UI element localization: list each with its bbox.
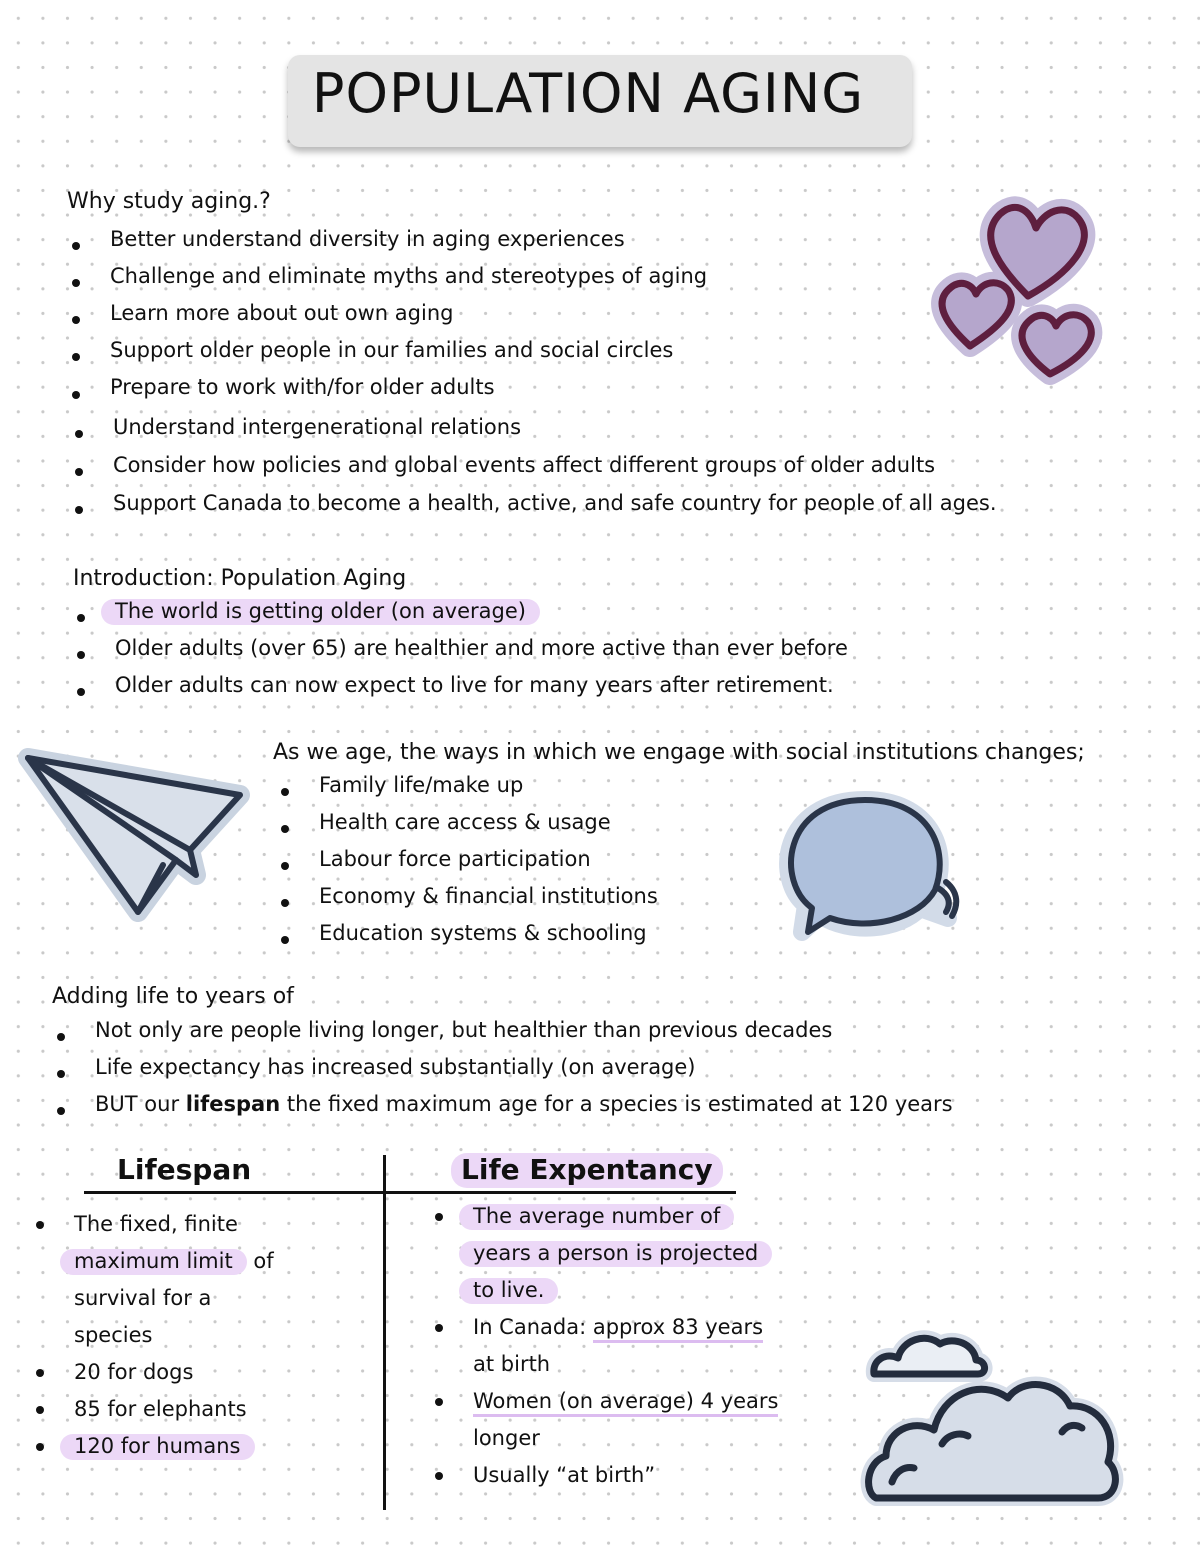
lifespan-list xyxy=(74,1206,274,1465)
t-chart-horizontal-line xyxy=(84,1191,736,1194)
list-item: Older adults can now expect to live for many years after retirement. xyxy=(115,673,848,710)
intro-heading: Introduction: Population Aging xyxy=(73,566,407,591)
list-item: 85 for elephants xyxy=(74,1391,274,1428)
list-item: BUT our lifespan the fixed maximum age for a species is estimated at 120 years xyxy=(95,1092,953,1129)
speech-bubble-sticker-icon xyxy=(770,790,965,945)
list-item xyxy=(115,599,848,636)
list-item-continued: survival for a xyxy=(74,1280,274,1317)
list-item: Learn more about out own aging xyxy=(110,301,994,338)
clouds-sticker-icon xyxy=(862,1322,1124,1514)
list-item-continued xyxy=(473,1235,778,1272)
paper-plane-sticker-icon xyxy=(18,750,248,920)
list-item xyxy=(74,1428,274,1465)
underlined-text: approx 83 years xyxy=(593,1315,763,1343)
adding-list xyxy=(95,1018,953,1129)
why-heading: Why study aging.? xyxy=(67,189,271,214)
list-item: Better understand diversity in aging experiences xyxy=(110,227,994,264)
list-item: Support older people in our families and social circles xyxy=(110,338,994,375)
list-item: Usually “at birth” xyxy=(473,1457,778,1494)
highlighted-text: maximum limit xyxy=(60,1249,247,1275)
list-item: Not only are people living longer, but healthier than previous decades xyxy=(95,1018,953,1055)
life-expectancy-heading: Life Expentancy xyxy=(451,1153,723,1188)
list-item-continued: species xyxy=(74,1317,274,1354)
t-chart-vertical-line xyxy=(383,1155,386,1510)
list-item: Economy & financial institutions xyxy=(319,884,658,921)
list-item: 20 for dogs xyxy=(74,1354,274,1391)
list-item: Health care access & usage xyxy=(319,810,658,847)
intro-list xyxy=(115,599,848,710)
list-item: Consider how policies and global events affect different groups of older adults xyxy=(113,453,997,491)
lifespan-heading: Lifespan xyxy=(117,1153,252,1186)
highlighted-text: The average number of xyxy=(459,1204,734,1230)
life-expectancy-list xyxy=(473,1198,778,1494)
list-item-continued xyxy=(473,1272,778,1309)
list-item: Older adults (over 65) are healthier and more active than ever before xyxy=(115,636,848,673)
list-item xyxy=(473,1198,778,1235)
hearts-sticker-icon xyxy=(928,196,1108,386)
list-item: The fixed, finite xyxy=(74,1206,274,1243)
why-list xyxy=(110,227,997,528)
institutions-heading: As we age, the ways in which we engage with social institutions changes; xyxy=(273,740,1085,765)
life-expectancy-heading-wrap xyxy=(451,1153,723,1186)
bold-term: lifespan xyxy=(185,1092,281,1116)
highlighted-text: 120 for humans xyxy=(60,1434,255,1460)
list-item xyxy=(473,1383,778,1420)
list-item: Education systems & schooling xyxy=(319,921,658,958)
list-item-continued: longer xyxy=(473,1420,778,1457)
page-title: POPULATION AGING xyxy=(311,62,865,125)
list-item: Prepare to work with/for older adults xyxy=(110,375,994,415)
list-item: Understand intergenerational relations xyxy=(113,415,997,453)
highlighted-text: to live. xyxy=(459,1278,558,1304)
list-item: Challenge and eliminate myths and stereotypes of aging xyxy=(110,264,994,301)
highlighted-text: The world is getting older (on average) xyxy=(101,599,540,625)
list-item: In Canada: approx 83 years xyxy=(473,1309,778,1346)
underlined-text: Women (on average) 4 years xyxy=(473,1389,778,1417)
list-item-continued: maximum limit of xyxy=(74,1243,274,1280)
adding-heading: Adding life to years of xyxy=(52,984,294,1009)
list-item-continued: at birth xyxy=(473,1346,778,1383)
list-item: Life expectancy has increased substantially (on average) xyxy=(95,1055,953,1092)
list-item: Support Canada to become a health, active, and safe country for people of all ages. xyxy=(113,491,997,528)
list-item: Labour force participation xyxy=(319,847,658,884)
highlighted-text: years a person is projected xyxy=(459,1241,772,1267)
list-item: Family life/make up xyxy=(319,773,658,810)
institutions-list xyxy=(319,773,658,958)
